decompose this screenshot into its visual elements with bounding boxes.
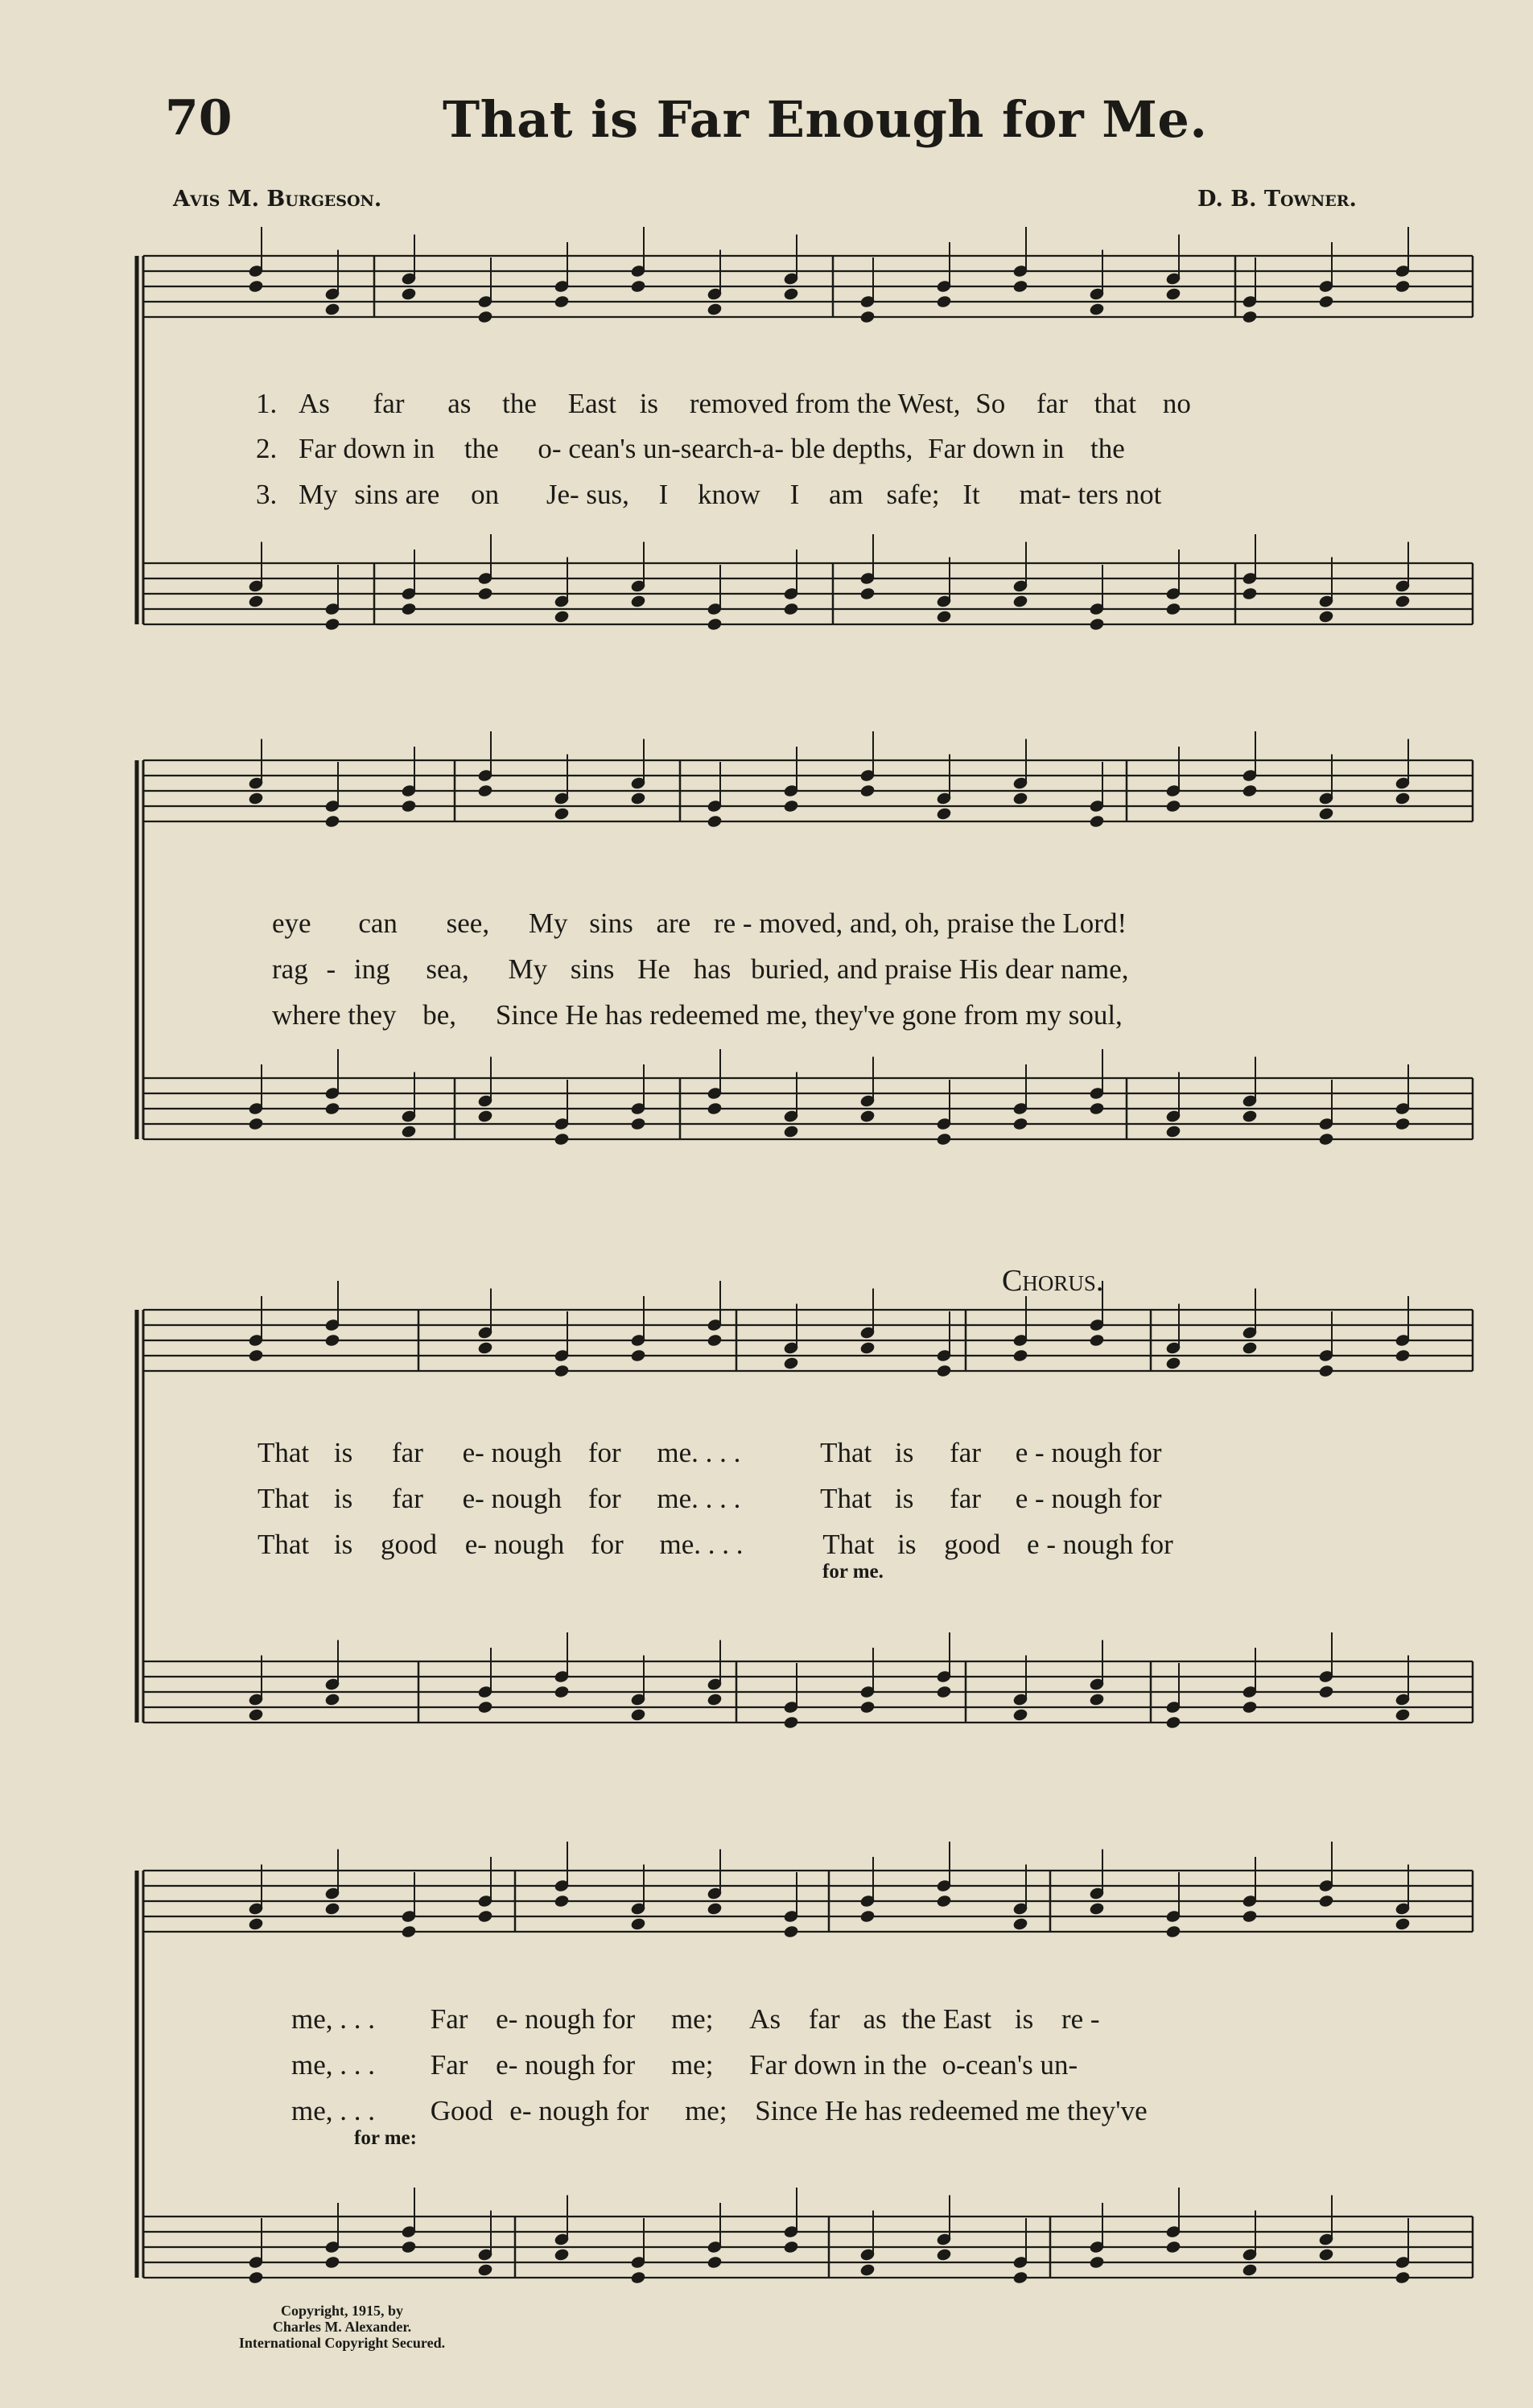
composer-credit: D. B. Towner. — [1197, 187, 1357, 212]
copyright-notice: Copyright, 1915, by Charles M. Alexander. International Copyright Secured. — [238, 2303, 446, 2351]
lyric-line-chorus-1-a: That is far e- nough for me. . . . That is far e - nough for — [258, 1437, 1162, 1468]
lyric-line-verse-1-a: 1. As far as the East is removed from the West, So far that no — [256, 388, 1191, 419]
lyric-line-verse-3-b: where they be, Since He has redeemed me, they've gone from my soul, — [272, 999, 1123, 1031]
lyric-line-verse-2-b: rag - ing sea, My sins He has buried, and praise His dear name, — [272, 953, 1129, 985]
hymn-title: That is Far Enough for Me. — [443, 90, 1208, 149]
lyric-line-verse-2-a: 2. Far down in the o- cean's un-search-a- ble depths, Far down in the — [256, 433, 1125, 464]
lyric-line-chorus-1-b: me, . . . Far e- nough for me; As far as the East is re - — [291, 2003, 1100, 2035]
lyric-line-verse-3-a: 3. My sins are on Je- sus, I know I am safe; It mat- ters not — [256, 479, 1162, 510]
lyric-line-chorus-3-a: That is good e- nough for me. . . . That is good e - nough for — [258, 1529, 1173, 1560]
lyric-line-chorus-3-b: me, . . . Good e- nough for me; Since He has redeemed me they've — [291, 2095, 1148, 2126]
chorus-label: Chorus. — [1002, 1264, 1104, 1298]
page-number: 70 — [165, 90, 233, 146]
bass-echo-text-2: for me: — [354, 2127, 417, 2149]
lyric-line-chorus-2-b: me, . . . Far e- nough for me; Far down in the o-cean's un- — [291, 2049, 1078, 2081]
bass-echo-text: for me. — [822, 1561, 884, 1583]
lyric-line-chorus-2-a: That is far e- nough for me. . . . That is far e - nough for — [258, 1483, 1162, 1514]
lyricist-credit: Avis M. Burgeson. — [173, 187, 382, 212]
lyric-line-verse-1-b: eye can see, My sins are re - moved, and, oh, praise the Lord! — [272, 908, 1127, 939]
